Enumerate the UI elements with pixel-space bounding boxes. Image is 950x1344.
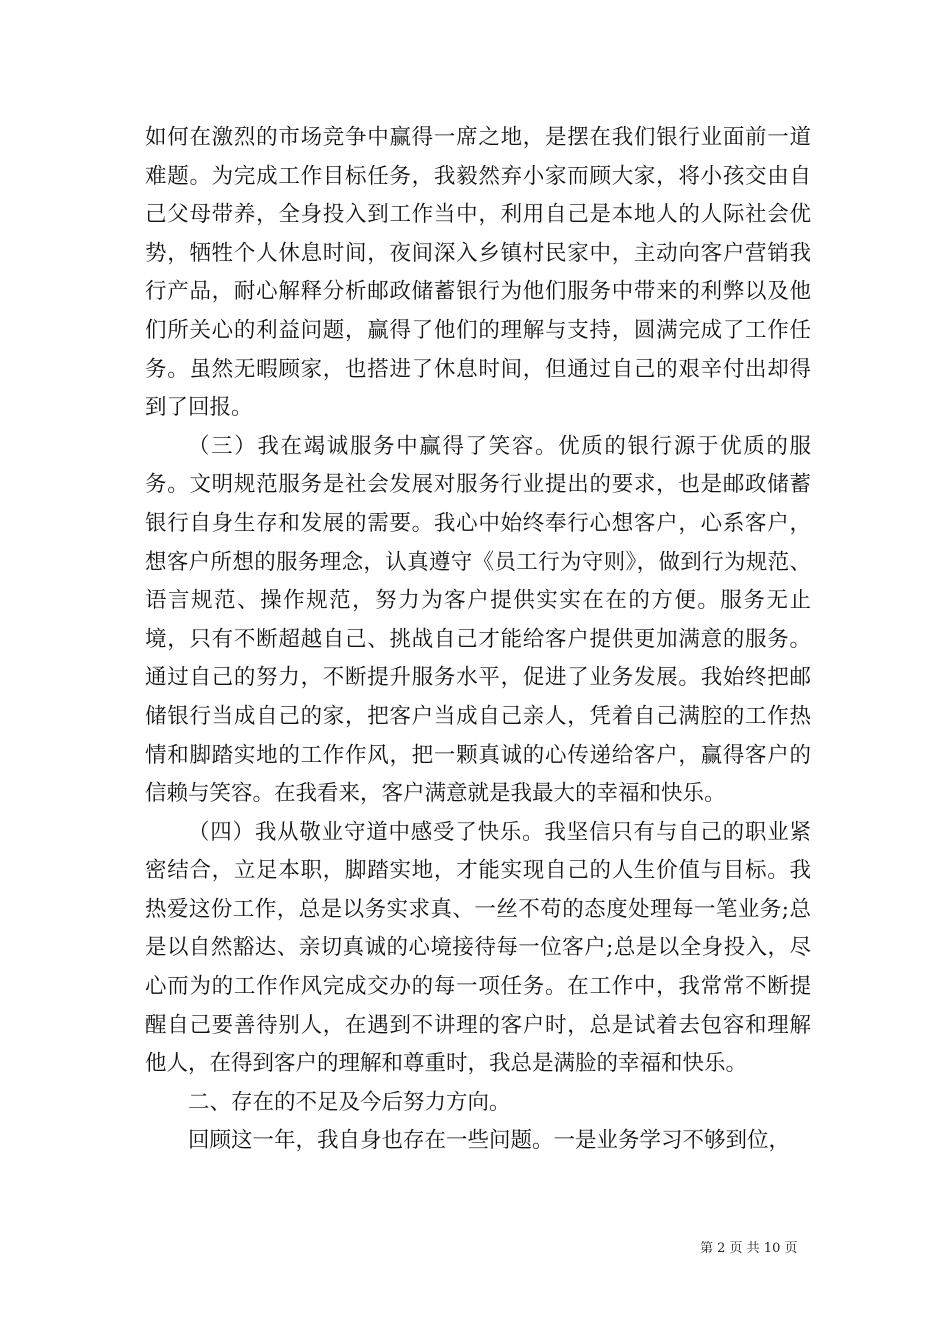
document-body: [145, 119, 811, 1161]
section-heading: 二、存在的不足及今后努力方向。: [188, 1089, 511, 1115]
paragraph-2: （三）我在竭诚服务中赢得了笑容。优质的银行源于优质的服务。文明规范服务是社会发展对服务行业提出的要求，也是邮政储蓄银行自身生存和发展的需要。我心中始终奉行心想客户，心系客户，想客户所想的服务理念，认真遵守《员工行为守则》，做到行为规范、语言规范、操作规范，努力为客户提供实实在在的方便。服务无止境，只有不断超越自己、挑战自己才能给客户提供更加满意的服务。通过自己的努力，不断提升服务水平，促进了业务发展。我始终把邮储银行当成自己的家，把客户当成自己亲人，凭着自己满腔的工作热情和脚踏实地的工作作风，把一颗真诚的心传递给客户，赢得客户的信赖与笑容。在我看来，客户满意就是我最大的幸福和快乐。: [145, 433, 811, 807]
paragraph-3: （四）我从敬业守道中感受了快乐。我坚信只有与自己的职业紧密结合，立足本职，脚踏实地，才能实现自己的人生价值与目标。我热爱这份工作，总是以务实求真、一丝不苟的态度处理每一笔业务;总是以自然豁达、亲切真诚的心境接待每一位客户;总是以全身投入，尽心而为的工作作风完成交办的每一项任务。在工作中，我常常不断提醒自己要善待别人，在遇到不讲理的客户时，总是试着去包容和理解他人，在得到客户的理解和尊重时，我总是满脸的幸福和快乐。: [145, 819, 811, 1077]
page-number: 第 2 页 共 10 页: [700, 1241, 798, 1256]
paragraph-5: 回顾这一年，我自身也存在一些问题。一是业务学习不够到位，: [188, 1128, 791, 1154]
paragraph-1: 如何在激烈的市场竞争中赢得一席之地，是摆在我们银行业面前一道难题。为完成工作目标任务，我毅然弃小家而顾大家，将小孩交由自己父母带养，全身投入到工作当中，利用自己是本地人的人际社会优势，牺牲个人休息时间，夜间深入乡镇村民家中，主动向客户营销我行产品，耐心解释分析邮政储蓄银行为他们服务中带来的利弊以及他们所关心的利益问题，赢得了他们的理解与支持，圆满完成了工作任务。虽然无暇顾家，也搭进了休息时间，但通过自己的艰辛付出却得到了回报。: [145, 125, 811, 421]
